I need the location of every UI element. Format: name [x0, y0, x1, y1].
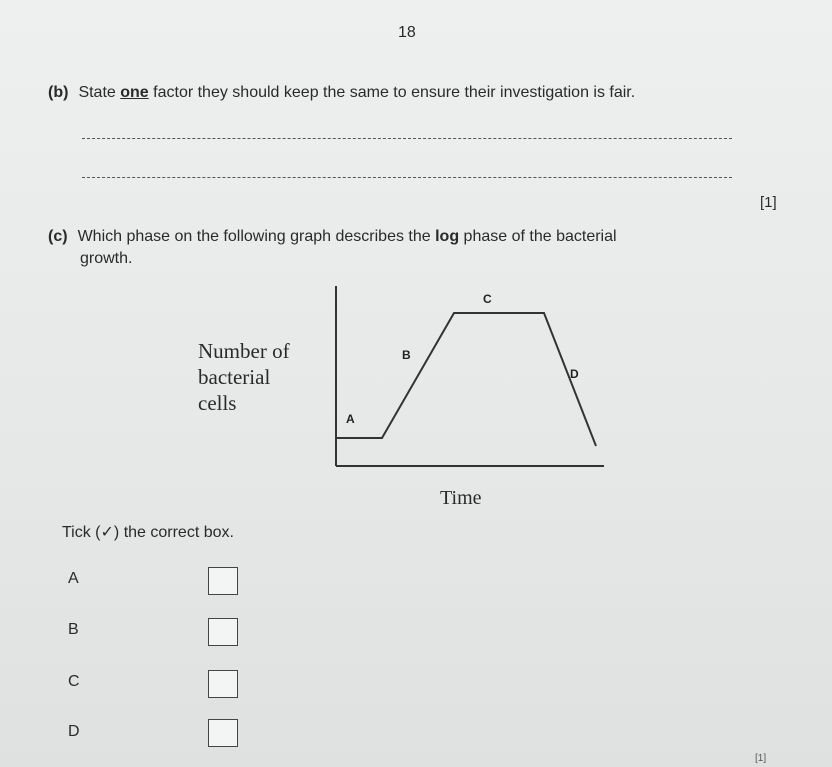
option-checkbox-c[interactable]: [208, 670, 238, 698]
phase-label-b: B: [402, 348, 411, 362]
question-b-label: (b): [48, 84, 69, 101]
question-b-emphasis: one: [120, 84, 149, 101]
answer-line-2[interactable]: [82, 177, 732, 178]
question-c-text-start: Which phase on the following graph describes the: [77, 228, 436, 245]
question-c-text-line2: growth.: [80, 250, 133, 267]
phase-label-c: C: [483, 292, 492, 306]
phase-label-a: A: [346, 412, 355, 426]
chart-y-axis-label: Number of bacterial cells: [198, 339, 290, 415]
tick-instruction: Tick (✓) the correct box.: [62, 524, 234, 541]
chart-x-axis-label: Time: [440, 487, 482, 509]
question-b-text-end: factor they should keep the same to ensure their investigation is fair.: [148, 84, 636, 101]
question-b-text-start: State: [78, 84, 121, 101]
question-c-label: (c): [48, 228, 68, 245]
option-label-b: B: [68, 621, 79, 638]
question-c-emphasis: log: [435, 228, 460, 245]
page-number: 18: [398, 24, 416, 41]
option-checkbox-a[interactable]: [208, 567, 238, 595]
question-b: [48, 84, 635, 102]
option-label-d: D: [68, 723, 80, 740]
marks-b: [1]: [760, 194, 777, 211]
growth-curve-chart: [320, 280, 610, 480]
growth-curve-line: [336, 313, 596, 446]
option-label-c: C: [68, 673, 80, 690]
answer-line-1[interactable]: [82, 138, 732, 139]
question-c-text-end: phase of the bacterial: [459, 228, 617, 245]
marks-c: [1]: [755, 753, 767, 764]
option-checkbox-b[interactable]: [208, 618, 238, 646]
phase-label-d: D: [570, 367, 579, 381]
question-c: [48, 226, 728, 270]
option-checkbox-d[interactable]: [208, 719, 238, 747]
option-label-a: A: [68, 570, 79, 587]
